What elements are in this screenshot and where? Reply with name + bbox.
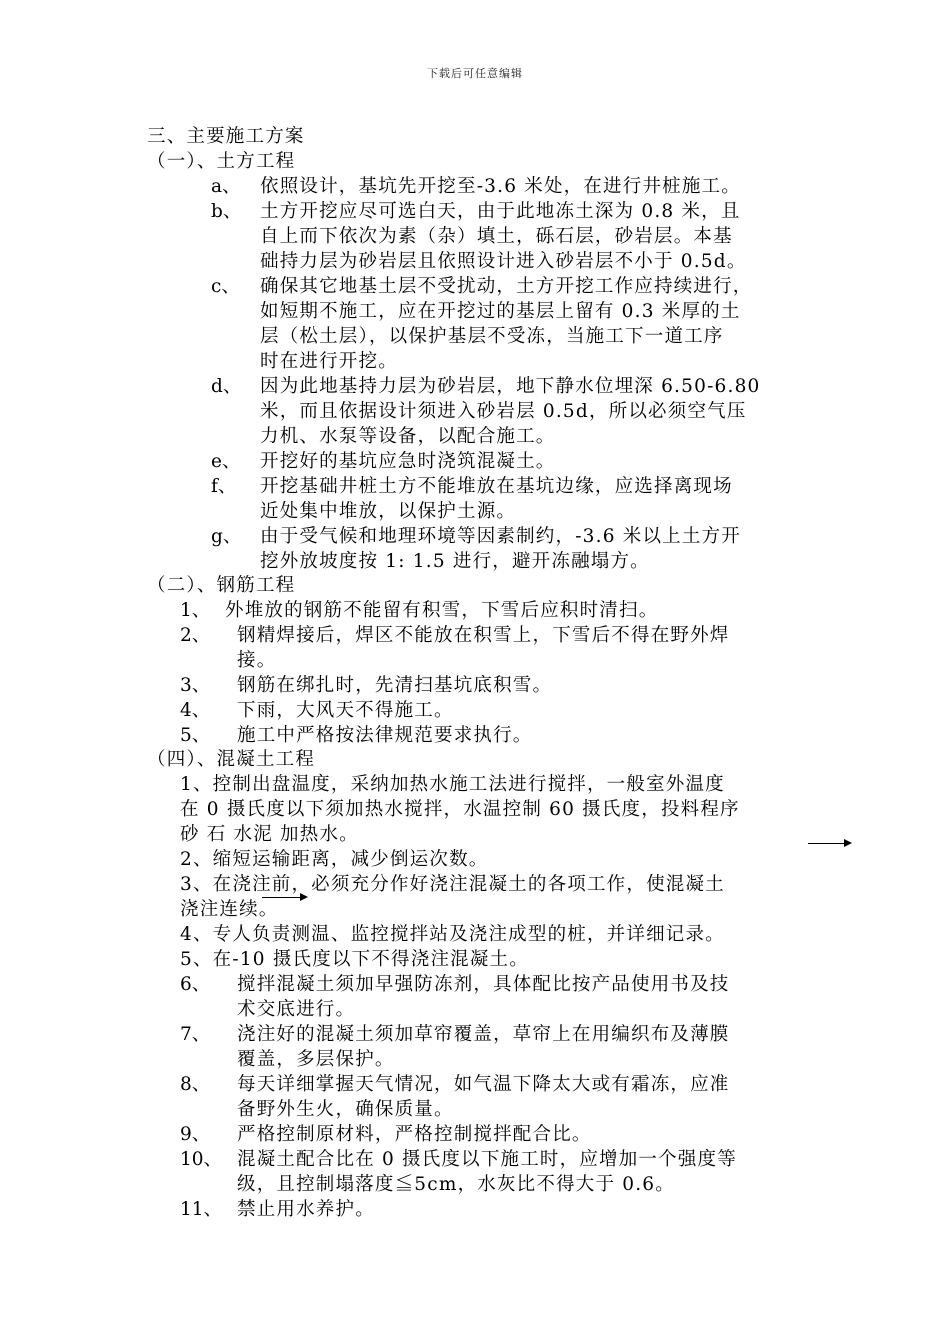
- list-item-text: 近处集中堆放，以保护土源。: [260, 501, 517, 522]
- item-marker: 1、: [180, 600, 211, 621]
- list-item-text: 下雨，大风天不得施工。: [237, 700, 454, 721]
- list-item-text: 混凝土配合比在 0 摄氏度以下施工时，应增加一个强度等: [237, 1149, 737, 1170]
- list-item-text: 术交底进行。: [237, 999, 356, 1020]
- item-marker: a、: [211, 176, 241, 197]
- list-item-text: 级，且控制塌落度≦5cm，水灰比不得大于 0.6。: [237, 1174, 675, 1195]
- paragraph-line: 4、专人负责测温、监控搅拌站及浇注成型的桩，并详细记录。: [180, 924, 725, 945]
- item-marker: 9、: [180, 1124, 211, 1145]
- list-item-text: 钢精焊接后，焊区不能放在积雪上，下雪后不得在野外焊: [237, 625, 730, 646]
- item-marker: f、: [211, 476, 237, 497]
- paragraph-line: 在 0 摄氏度以下须加热水搅拌，水温控制 60 摄氏度，投料程序: [180, 799, 740, 820]
- arrow-icon: [262, 897, 306, 898]
- list-item-text: 钢筋在绑扎时，先清扫基坑底积雪。: [237, 675, 553, 696]
- section-heading: （四）、混凝土工程: [147, 749, 316, 770]
- list-item-text: 每天详细掌握天气情况，如气温下降太大或有霜冻，应准: [237, 1074, 730, 1095]
- item-marker: 4、: [180, 700, 211, 721]
- list-item-text: 接。: [237, 650, 277, 671]
- page-header: 下载后可任意编辑: [427, 67, 523, 80]
- section-heading: （一）、土方工程: [147, 151, 296, 172]
- item-marker: e、: [211, 451, 241, 472]
- list-item-text: 依照设计，基坑先开挖至-3.6 米处，在进行井桩施工。: [260, 176, 741, 197]
- list-item-text: 搅拌混凝土须加早强防冻剂，具体配比按产品使用书及技: [237, 974, 730, 995]
- paragraph-line: 3、在浇注前，必须充分作好浇注混凝土的各项工作，使混凝土: [180, 874, 725, 895]
- list-item-text: 土方开挖应尽可选白天，由于此地冻土深为 0.8 米，且: [260, 201, 741, 222]
- list-item-text: 覆盖，多层保护。: [237, 1049, 395, 1070]
- paragraph-line: 浇注连续。: [180, 899, 279, 920]
- list-item-text: 如短期不施工，应在开挖过的基层上留有 0.3 米厚的土: [260, 301, 741, 322]
- list-item-text: 禁止用水养护。: [237, 1199, 375, 1220]
- item-marker: 2、: [180, 625, 211, 646]
- list-item-text: 础持力层为砂岩层且依照设计进入砂岩层不小于 0.5d。: [260, 251, 747, 272]
- item-marker: c、: [211, 276, 240, 297]
- item-marker: 8、: [180, 1074, 211, 1095]
- item-marker: 6、: [180, 974, 211, 995]
- list-item-text: 确保其它地基土层不受扰动，土方开挖工作应持续进行，: [260, 276, 753, 297]
- list-item-text: 因为此地基持力层为砂岩层，地下静水位埋深 6.50-6.80: [260, 376, 761, 397]
- list-item-text: 浇注好的混凝土须加草帘覆盖，草帘上在用编织布及薄膜: [237, 1024, 730, 1045]
- item-marker: b、: [211, 201, 242, 222]
- paragraph-line: 1、控制出盘温度，采纳加热水施工法进行搅拌，一般室外温度: [180, 774, 725, 795]
- arrow-icon: [808, 843, 850, 844]
- list-item-text: 施工中严格按法律规范要求执行。: [237, 725, 533, 746]
- item-marker: g、: [211, 526, 242, 547]
- list-item-text: 严格控制原材料，严格控制搅拌配合比。: [237, 1124, 592, 1145]
- list-item-text: 时在进行开挖。: [260, 351, 398, 372]
- item-marker: 11、: [180, 1199, 223, 1220]
- item-marker: 3、: [180, 675, 211, 696]
- list-item-text: 挖外放坡度按 1: 1.5 进行，避开冻融塌方。: [260, 551, 650, 572]
- item-marker: d、: [211, 376, 242, 397]
- item-marker: 10、: [180, 1149, 223, 1170]
- list-item-text: 米，而且依据设计须进入砂岩层 0.5d，所以必须空气压: [260, 401, 747, 422]
- item-marker: 5、: [180, 725, 211, 746]
- list-item-text: 外堆放的钢筋不能留有积雪，下雪后应积时清扫。: [225, 600, 659, 621]
- list-item-text: 由于受气候和地理环境等因素制约，-3.6 米以上土方开: [260, 526, 741, 547]
- paragraph-line: 5、在-10 摄氏度以下不得浇注混凝土。: [180, 949, 529, 970]
- paragraph-line: 砂 石 水泥 加热水。: [180, 824, 359, 845]
- paragraph-line: 2、缩短运输距离，减少倒运次数。: [180, 849, 489, 870]
- list-item-text: 备野外生火，确保质量。: [237, 1099, 454, 1120]
- section-title: 三、主要施工方案: [147, 126, 305, 147]
- list-item-text: 自上而下依次为素（杂）填土，砾石层，砂岩层。本基: [260, 226, 733, 247]
- list-item-text: 开挖好的基坑应急时浇筑混凝土。: [260, 451, 556, 472]
- list-item-text: 力机、水泵等设备，以配合施工。: [260, 426, 556, 447]
- item-marker: 7、: [180, 1024, 211, 1045]
- list-item-text: 层（松土层），以保护基层不受冻，当施工下一道工序: [260, 326, 724, 347]
- list-item-text: 开挖基础井桩土方不能堆放在基坑边缘，应选择离现场: [260, 476, 733, 497]
- section-heading: （二）、钢筋工程: [147, 575, 296, 596]
